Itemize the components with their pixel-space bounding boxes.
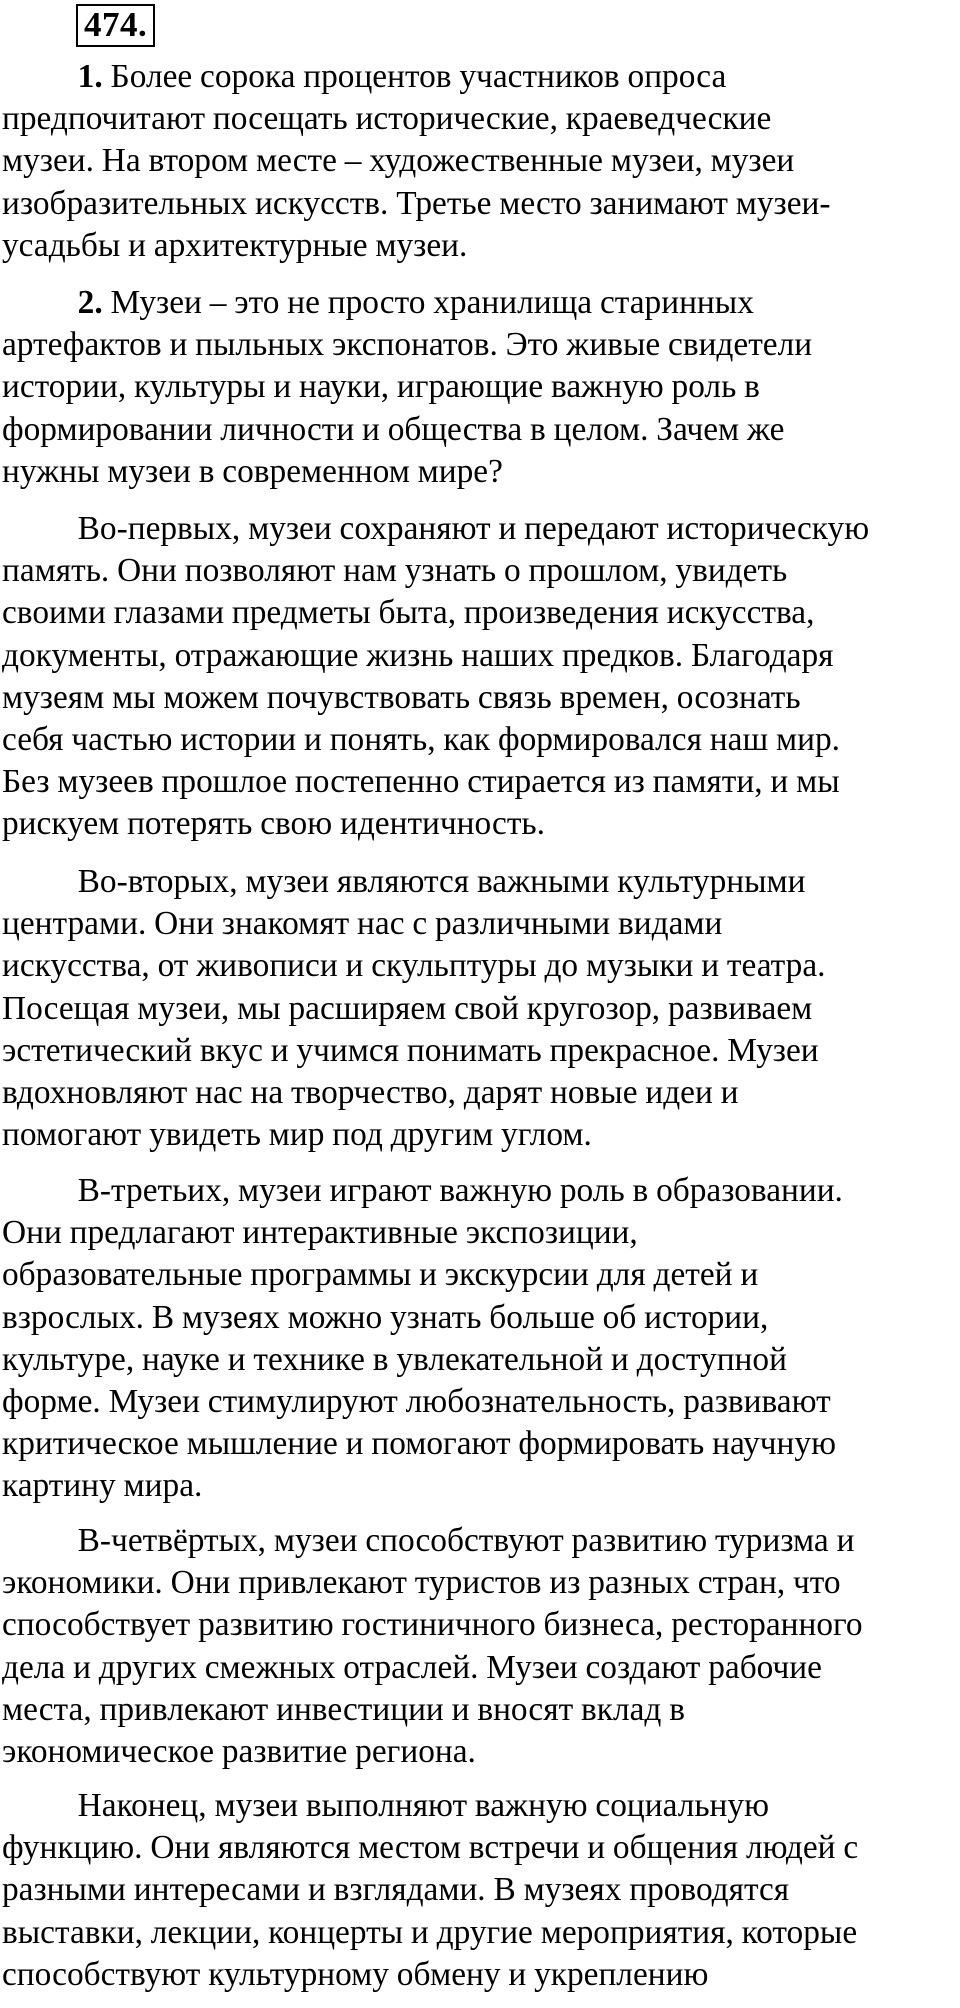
text-line: центрами. Они знакомят нас с различными видами (2, 905, 723, 943)
text-line: документы, отражающие жизнь наших предков. Благодаря (2, 636, 834, 674)
text-line: экономики. Они привлекают туристов из разных стран, что (2, 1564, 841, 1602)
paragraph-number: 2. (77, 284, 103, 321)
text-line-content: Более сорока процентов участников опроса (102, 58, 727, 95)
text-line: музеи. На втором месте – художественные музеи, музеи (2, 142, 795, 180)
text-line: Без музеев прошлое постепенно стирается из памяти, и мы (2, 763, 840, 801)
exercise-number: 474 (84, 5, 138, 44)
paragraph-2 (2, 282, 960, 493)
paragraph-3 (2, 508, 960, 846)
text-line-content: Музеи – это не просто хранилища старинных (102, 284, 754, 321)
text-line: функцию. Они являются местом встречи и общения людей с (2, 1829, 859, 1867)
text-line: предпочитают посещать исторические, краеведческие (2, 100, 772, 138)
text-line: вдохновляют нас на творчество, дарят новые идеи и (2, 1074, 739, 1112)
text-line: эстетический вкус и учимся понимать прекрасное. Музеи (2, 1031, 819, 1069)
text-line (2, 282, 956, 324)
exercise-number-box (76, 4, 155, 47)
text-line: способствует развитию гостиничного бизнеса, ресторанного (2, 1606, 863, 1644)
text-line: способствуют культурному обмену и укреплению (2, 1955, 709, 1993)
text-line: критическое мышление и помогают формировать научную (2, 1425, 836, 1463)
text-line: своими глазами предметы быта, произведения искусства, (2, 594, 815, 632)
text-line: музеям мы можем почувствовать связь времен, осознать (2, 678, 801, 716)
text-line: форме. Музеи стимулируют любознательность, развивают (2, 1383, 831, 1421)
exercise-number-dot: . (138, 5, 148, 44)
text-line (2, 56, 956, 98)
text-line: взрослых. В музеях можно узнать больше об истории, (2, 1298, 769, 1336)
text-line: Они предлагают интерактивные экспозиции, (2, 1214, 638, 1252)
text-line: культуре, науке и технике в увлекательной и доступной (2, 1340, 787, 1378)
paragraph-6 (2, 1520, 960, 1773)
text-line: истории, культуры и науки, играющие важную роль в (2, 368, 760, 406)
text-line: экономическое развитие региона. (2, 1733, 476, 1771)
paragraph-7 (2, 1785, 960, 1996)
text-line: образовательные программы и экскурсии для детей и (2, 1256, 759, 1294)
text-line: себя частью истории и понять, как формировался наш мир. (2, 721, 840, 759)
text-line: память. Они позволяют нам узнать о прошлом, увидеть (2, 552, 788, 590)
text-line: дела и других смежных отраслей. Музеи создают рабочие (2, 1648, 822, 1686)
paragraph-4 (2, 861, 960, 1156)
text-line: картину мира. (2, 1467, 203, 1505)
paragraph-number: 1. (77, 58, 103, 95)
text-line: рискуем потерять свою идентичность. (2, 805, 545, 843)
text-line: изобразительных искусств. Третье место занимают музеи- (2, 184, 831, 222)
text-line: В-третьих, музеи играют важную роль в образовании. (77, 1172, 843, 1209)
text-line: Посещая музеи, мы расширяем свой кругозор, развиваем (2, 989, 813, 1027)
paragraph-5 (2, 1170, 960, 1508)
text-line: Во-первых, музеи сохраняют и передают историческую (77, 510, 870, 547)
text-line: разными интересами и взглядами. В музеях проводятся (2, 1871, 790, 1909)
text-line: В-четвёртых, музеи способствуют развитию туризма и (77, 1522, 855, 1559)
text-line: искусства, от живописи и скульптуры до музыки и театра. (2, 947, 826, 985)
text-line: формировании личности и общества в целом. Зачем же (2, 410, 785, 448)
text-line: усадьбы и архитектурные музеи. (2, 226, 468, 264)
text-line: артефактов и пыльных экспонатов. Это живые свидетели (2, 326, 813, 364)
text-line: Во-вторых, музеи являются важными культурными (77, 863, 806, 900)
text-line: места, привлекают инвестиции и вносят вклад в (2, 1690, 685, 1728)
text-line: помогают увидеть мир под другим углом. (2, 1116, 592, 1154)
text-line: нужны музеи в современном мире? (2, 452, 503, 490)
text-line: Наконец, музеи выполняют важную социальную (77, 1787, 770, 1824)
paragraph-1 (2, 56, 960, 267)
text-line: выставки, лекции, концерты и другие мероприятия, которые (2, 1913, 858, 1951)
